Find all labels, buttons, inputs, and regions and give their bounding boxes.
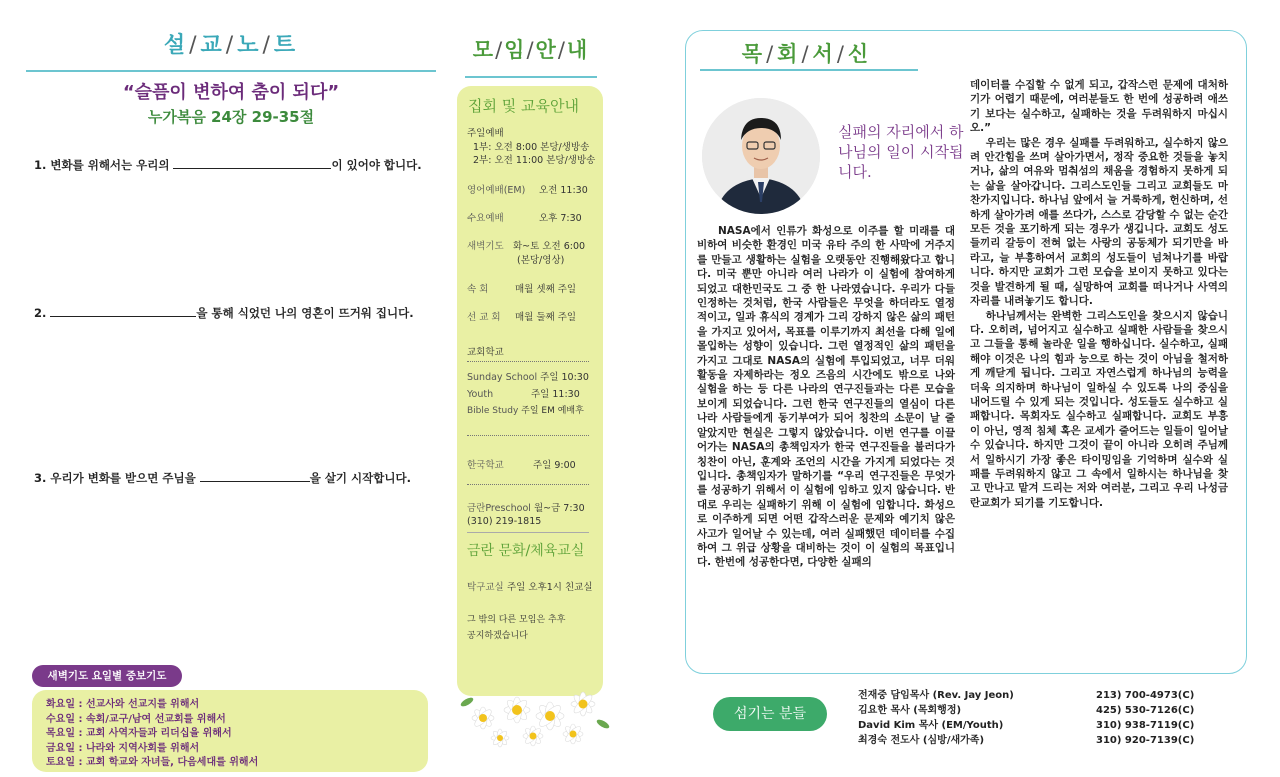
- pingpong-class: [467, 581, 593, 594]
- wednesday-service: [467, 212, 582, 225]
- staff-names: [858, 688, 1088, 748]
- letter-body-right-column: [970, 78, 1228, 510]
- title-char: 설: [163, 33, 187, 58]
- sermon-note-2: [34, 305, 444, 321]
- staff-phone: 213) 700-4973(C): [1096, 690, 1195, 701]
- sunday-service-label: 주일예배: [467, 128, 504, 139]
- cell-group-label: 속 회: [467, 284, 489, 295]
- youth: [467, 388, 580, 401]
- youth-time: 주일 11:30: [531, 389, 580, 400]
- pastor-photo: [702, 98, 820, 214]
- english-service-time: 오전 11:30: [539, 185, 588, 196]
- mission-group-time: 매월 둘째 주일: [515, 312, 577, 323]
- prayer-line: 목요일 : 교회 사역자들과 리더십을 위해서: [46, 728, 232, 739]
- preschool-phone: (310) 219-1815: [467, 516, 542, 527]
- wednesday-service-time: 오후 7:30: [539, 213, 582, 224]
- wednesday-service-label: 수요예배: [467, 213, 504, 224]
- sermon-notes-title: 설 / 교 / 노 / 트: [163, 33, 297, 58]
- fill-blank: [173, 158, 331, 169]
- staff-phone: 310) 920-7139(C): [1096, 735, 1195, 746]
- title-char: 목: [741, 42, 763, 66]
- preschool-time: 월~금 7:30: [533, 503, 585, 514]
- letter-tagline: 실패의 자리에서 하나님의 일이 시작됩니다.: [838, 123, 964, 181]
- mission-group: [467, 311, 576, 324]
- staff-phones: [1096, 688, 1216, 748]
- korean-school-time: 주일 9:00: [533, 460, 576, 471]
- letter-paragraph: 하나님께서는 완벽한 그리스도인을 찾으시지 않습니다. 오히려, 넘어지고 실수하고 실패한 사람들을 찾으시고 그들을 통해 놀라운 일을 행하십니다. 실수하고, 실패해야 이것은 나의 힘과 능으로 하는 것이 아님을 철저하게 깨닫게 됩니다. 그리고 자연스럽게 하나님의 능력을 더욱 의지하며 하나님이 일하실 수 있도록 나의 중심을 내어드릴 수 있게 되는 것입니다. 성도들도 실수하고 실패합니다. 목회자도 실수하고 실패합니다. 교회도 부흥이 아닌, 영적 침체 혹은 교세가 줄어드는 일들이 일어날 수 있습니다. 하지만 그것이 끝이 아니라 오히려 주님께서 일하시기 가장 좋은 타이밍임을 기억하며 실수와 실패를 두려워하지 않고 그 속에서 일하시는 하나님을 찾고 만나고 맡겨 드리는 저와 여러분, 그리고 우리 나성금란교회가 되기를 기도합니다.: [970, 309, 1228, 509]
- title-char: 서: [812, 42, 833, 66]
- title-char: 노: [237, 33, 260, 58]
- letter-paragraph: 우리는 많은 경우 실패를 두려워하고, 실수하지 않으려 안간힘을 쓰며 살아가면서, 정작 중요한 것들을 놓치거나, 삶의 여유와 멈춰섬의 채움을 경험하지 못하게 되는 삶을 살아갑니다. 그리스도인들 그리고 교회들도 마찬가지입니다. 하나님 앞에서 늘 거룩하게, 헌신하며, 선하게 살아가려 애를 쓰다가, 스스로 감당할 수 없는 순간 모든 것을 포기하게 되는 경우가 생깁니다. 교회도 성도들끼리 갈등이 전혀 없는 사랑의 공동체가 되기만을 바라고, 늘 부흥하여서 교회의 성도들이 넘쳐나기를 바랍니다. 하지만 교회가 그런 모습을 보이지 못하고 있다는 것을 발견하게 될 때, 실망하여 교회를 떠나거나 사역의 자리를 내려놓기도 합니다.: [970, 136, 1228, 308]
- dawn-prayer: [467, 240, 585, 253]
- culture-class-header: 금란 문화/체육교실: [467, 543, 585, 559]
- sunday-school-label: Sunday School: [467, 372, 538, 383]
- preschool-label: 금란Preschool: [467, 503, 531, 514]
- preschool: [467, 502, 585, 515]
- note-text: 2.: [34, 306, 51, 320]
- prayer-schedule-box: [32, 690, 428, 772]
- church-school-label: 교회학교: [467, 347, 504, 358]
- sunday-school-time: 주일 10:30: [540, 372, 589, 383]
- prayer-line: 토요일 : 교회 학교와 자녀들, 다음세대를 위해서: [46, 757, 259, 768]
- bible-study: [467, 405, 584, 418]
- letter-paragraph: 데이터를 수집할 수 없게 되고, 갑작스런 문제에 대처하기가 어렵기 때문에, 여러분들도 한 번에 성공하려 애쓰기 보다는 실수하고, 실패하는 것을 두려워하지 마십시오.”: [970, 79, 1228, 135]
- divider: [700, 69, 918, 71]
- english-service: [467, 184, 588, 197]
- note-text: 3. 우리가 변화를 받으면 주님을: [34, 471, 200, 485]
- prayer-line: 금요일 : 나라와 지역사회를 위해서: [46, 742, 200, 754]
- meeting-guide-title: 모/임/안/내: [472, 38, 588, 62]
- title-char: 안: [535, 38, 556, 62]
- note-text: 이 있어야 합니다.: [331, 158, 422, 172]
- meeting-guide-header: 집회 및 교육안내: [468, 97, 579, 115]
- bible-study-time: 주일 EM 예배후: [521, 406, 584, 416]
- sunday-service-2: 2부: 오전 11:00 본당/생방송: [473, 155, 596, 166]
- staff-name: David Kim 목사 (EM/Youth): [858, 720, 1004, 731]
- youth-label: Youth: [467, 389, 494, 400]
- prayer-line: 화요일 : 선교사와 선교지를 위해서: [46, 699, 200, 710]
- fill-blank: [50, 306, 196, 317]
- mission-group-label: 선 교 회: [467, 312, 501, 323]
- sunday-school: [467, 371, 589, 384]
- staff-phone: 310) 938-7119(C): [1096, 720, 1195, 731]
- staff-name: 최경숙 전도사 (심방/새가족): [858, 735, 985, 746]
- korean-school-label: 한국학교: [467, 460, 504, 471]
- dawn-prayer-time: 화~토 오전 6:00: [513, 241, 586, 252]
- dotted-divider: [467, 435, 589, 436]
- title-char: 임: [504, 38, 525, 62]
- sermon-verse: 누가복음 24장 29-35절: [147, 108, 315, 126]
- korean-school: [467, 459, 576, 472]
- servers-tag: 섬기는 분들: [713, 697, 827, 731]
- dawn-prayer-place: (본당/영상): [517, 255, 565, 266]
- sermon-heading: “슬픔이 변하여 춤이 되다”: [122, 82, 340, 103]
- staff-phone: 425) 530-7126(C): [1096, 705, 1195, 716]
- divider: [465, 76, 597, 78]
- staff-name: 전재중 담임목사 (Rev. Jay Jeon): [858, 690, 1014, 701]
- title-char: 모: [472, 38, 494, 62]
- fill-blank: [200, 471, 310, 482]
- sunday-service-1: 1부: 오전 8:00 본당/생방송: [473, 142, 590, 153]
- note-text: 을 살기 시작합니다.: [309, 471, 411, 485]
- sermon-note-1: [34, 157, 444, 173]
- dotted-divider: [467, 361, 589, 362]
- prayer-line: 수요일 : 속회/교구/남여 선교회를 위해서: [46, 713, 226, 725]
- title-char: 트: [273, 33, 297, 58]
- daisy-flowers-decoration: [455, 680, 615, 750]
- letter-body-part-1: NASA에서 인류가 화성으로 이주를 할 미래를 대비하여 비슷한 환경인 미국 유타 주의 한 사막에 거주지를 만들고 생활하는 실험을 오랫동안 진행해왔다고 합니다. 미국 뿐만 아니라 여러 나라가 이 실험에 참여하게 되었고 대한민국도 그 중 한 나라였습니다. 우리가 다들 인정하는 것처럼, 한국 사람들은 무엇을 하더라도 열정적이고, 일과 휴식의 경계가 그리 강하지 않은 삶의 패턴을 가지고 있어서, 목표를 이루기까지 최선을 다해 일에 몰입하는 성향이 있습니다. 그런 열정적인 삶의 패턴을 가지고 그대로 NASA의 실험에 투입되었고, 너무 더워 활동을 자제하라는 정오 즈음의 시간에도 밖으로 나와 실험을 하는 등 다른 나라의 연구진들과는 다른 모습을 보이게 되었습니다. 그런 한국 연구진들의 열심이 다른 나라 사람들에게 동기부여가 되어 칭찬의 소문이 날 줄 알았지만 현실은 그렇지 않았습니다. 이번 연구를 이끌어가는 NASA의 총책임자가 한국 연구진들을 불러다가 칭찬이 아닌, 훈계와 조언의 시간을 가지게 되었다는 것입니다. 총책임자가 말하기를 “우리 연구진들은 무엇가를 성공하기 위해서 이 실험에 임하고 있지 않습니다. 반대로 우리는 실패하기 위해 이 실험에 임합니다. 화성으로 이주하게 되면 어떤 갑작스러운 문제와 예기치 않은 사고가 일어날 수 있는데, 여러 실패했던 데이터를 수집하여 그 위급 상황을 대비하는 것이 이 실험의 목표입니다. 한번에 성공한다면, 다양한 실패의: [697, 225, 955, 569]
- dotted-divider: [467, 484, 589, 485]
- english-service-label: 영어예배(EM): [467, 185, 526, 196]
- sermon-note-3: [34, 470, 444, 486]
- bible-study-label: Bible Study: [467, 406, 519, 416]
- divider: [26, 70, 436, 72]
- pastor-letter-title: 목 / 회 / 서 / 신: [741, 42, 869, 66]
- dawn-prayer-label: 새벽기도: [467, 241, 504, 252]
- divider: [467, 532, 589, 533]
- cell-group-time: 매월 셋째 주일: [515, 284, 577, 295]
- pingpong-class-time: 주일 오후1시 친교실: [507, 582, 593, 593]
- title-char: 내: [566, 38, 588, 62]
- note-text: 을 통해 식었던 나의 영혼이 뜨거워 집니다.: [196, 306, 414, 320]
- prayer-schedule-tag: 새벽기도 요일별 중보기도: [32, 665, 182, 687]
- other-meetings-note-1: 그 밖의 다른 모임은 추후: [467, 615, 566, 625]
- title-char: 회: [777, 42, 798, 66]
- cell-group: [467, 283, 576, 296]
- note-text: 1. 변화를 위해서는 우리의: [34, 158, 174, 172]
- staff-name: 김요한 목사 (목회행정): [858, 705, 962, 716]
- pingpong-class-label: 탁구교실: [467, 582, 504, 593]
- title-char: 신: [847, 42, 869, 66]
- title-char: 교: [200, 33, 223, 58]
- other-meetings-note-2: 공지하겠습니다: [467, 631, 528, 641]
